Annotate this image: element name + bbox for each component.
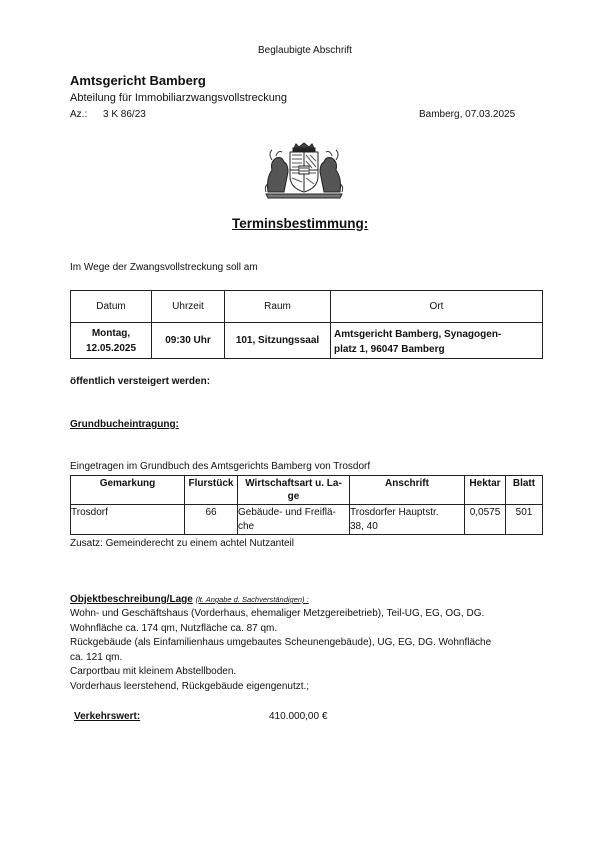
court-name: Amtsgericht Bamberg bbox=[70, 73, 206, 88]
appointment-place-line2: platz 1, 96047 Bamberg bbox=[334, 344, 445, 355]
intro-text: Im Wege der Zwangsvollstreckung soll am bbox=[70, 262, 258, 273]
object-line: Wohnfläche ca. 174 qm, Nutzfläche ca. 87 qm. bbox=[70, 622, 278, 634]
cell-gemarkung: Trosdorf bbox=[71, 505, 185, 535]
header-anschrift: Anschrift bbox=[350, 476, 465, 505]
object-line: Wohn- und Geschäftshaus (Vorderhaus, ehemaliger Metzgereibetrieb), Teil-UG, EG, OG, DG. bbox=[70, 608, 485, 619]
file-number: 3 K 86/23 bbox=[103, 109, 146, 120]
market-value-amount: 410.000,00 € bbox=[269, 711, 328, 722]
header-flurstueck: Flurstück bbox=[185, 476, 238, 505]
cell-wirtschaftsart-line2: che bbox=[238, 521, 255, 532]
auction-note: öffentlich versteigert werden: bbox=[70, 376, 211, 387]
document-title: Terminsbestimmung: bbox=[232, 216, 369, 231]
appointment-row bbox=[71, 323, 543, 359]
object-line: Carportbau mit kleinem Abstellboden. bbox=[70, 666, 237, 677]
appointment-table bbox=[70, 290, 543, 359]
court-department: Abteilung für Immobiliarzwangsvollstreckung bbox=[70, 92, 288, 104]
land-register-table bbox=[70, 475, 543, 535]
certified-copy-label: Beglaubigte Abschrift bbox=[258, 45, 352, 56]
cell-anschrift-line1: Trosdorfer Hauptstr. bbox=[350, 507, 439, 518]
cell-hektar: 0,0575 bbox=[465, 505, 506, 535]
land-register-row bbox=[71, 505, 543, 535]
bavarian-coat-of-arms-icon bbox=[262, 142, 346, 200]
header-gemarkung: Gemarkung bbox=[71, 476, 185, 505]
appointment-place-line1: Amtsgericht Bamberg, Synagogen- bbox=[334, 329, 502, 340]
appointment-room: 101, Sitzungssaal bbox=[225, 323, 331, 359]
land-register-heading: Grundbucheintragung: bbox=[70, 419, 179, 430]
market-value-label: Verkehrswert: bbox=[74, 711, 141, 722]
appointment-header-row bbox=[71, 291, 543, 323]
appointment-date-value: 12.05.2025 bbox=[85, 342, 137, 354]
appointment-time: 09:30 Uhr bbox=[152, 323, 225, 359]
header-datum: Datum bbox=[71, 291, 152, 323]
header-wirtschaftsart-line1: Wirtschaftsart u. La- bbox=[245, 478, 342, 489]
object-line: ca. 121 qm. bbox=[70, 651, 123, 663]
cell-flurstueck: 66 bbox=[185, 505, 238, 535]
appointment-date bbox=[71, 323, 152, 359]
appointment-weekday: Montag, bbox=[91, 327, 131, 339]
land-register-intro: Eingetragen im Grundbuch des Amtsgerichts Bamberg von Trosdorf bbox=[70, 461, 371, 472]
header-raum: Raum bbox=[225, 291, 331, 323]
header-wirtschaftsart-line2: ge bbox=[287, 491, 300, 502]
object-line: Vorderhaus leerstehend, Rückgebäude eigengenutzt.; bbox=[70, 680, 310, 692]
land-register-header-row bbox=[71, 476, 543, 505]
appointment-place bbox=[331, 323, 543, 359]
header-ort: Ort bbox=[331, 291, 543, 323]
cell-wirtschaftsart-line1: Gebäude- und Freiflä- bbox=[238, 507, 336, 518]
cell-wirtschaftsart bbox=[238, 505, 350, 535]
cell-anschrift-line2: 38, 40 bbox=[350, 521, 378, 532]
object-heading-note: (lt. Angabe d. Sachverständigen) : bbox=[195, 595, 309, 604]
header-hektar: Hektar bbox=[465, 476, 506, 505]
object-heading-block bbox=[70, 594, 309, 605]
header-blatt: Blatt bbox=[506, 476, 543, 505]
header-uhrzeit: Uhrzeit bbox=[152, 291, 225, 323]
cell-blatt: 501 bbox=[506, 505, 543, 535]
object-line: Rückgebäude (als Einfamilienhaus umgebautes Scheunengebäude), UG, EG, DG. Wohnfläche bbox=[70, 637, 492, 648]
object-description bbox=[70, 607, 491, 694]
land-register-addendum: Zusatz: Gemeinderecht zu einem achtel Nutzanteil bbox=[70, 538, 294, 549]
file-label: Az.: bbox=[70, 109, 88, 120]
object-heading: Objektbeschreibung/Lage bbox=[70, 594, 193, 605]
place-date: Bamberg, 07.03.2025 bbox=[419, 109, 516, 120]
header-wirtschaftsart bbox=[238, 476, 350, 505]
cell-anschrift bbox=[350, 505, 465, 535]
